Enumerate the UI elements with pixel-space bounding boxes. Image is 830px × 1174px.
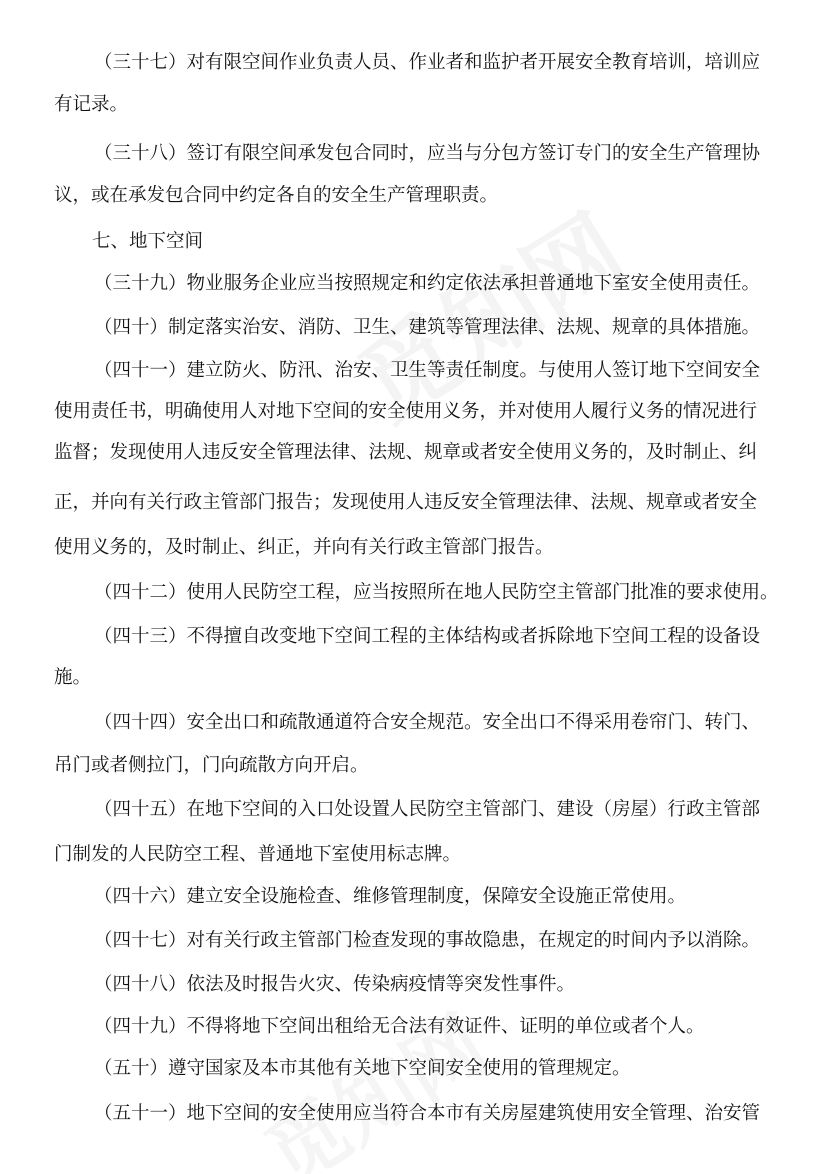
paragraph-line: （四十七）对有关行政主管部门检查发现的事故隐患，在规定的时间内予以消除。 <box>94 930 761 951</box>
paragraph-line: （四十）制定落实治安、消防、卫生、建筑等管理法律、法规、规章的具体措施。 <box>94 317 761 338</box>
paragraph-line: 有记录。 <box>54 94 129 115</box>
paragraph-line: （四十二）使用人民防空工程，应当按照所在地人民防空主管部门批准的要求使用。 <box>94 582 779 603</box>
section-heading: 七、地下空间 <box>92 231 204 252</box>
paragraph-line: （四十四）安全出口和疏散通道符合安全规范。安全出口不得采用卷帘门、转门、 <box>94 712 761 733</box>
paragraph-line: 门制发的人民防空工程、普通地下室使用标志牌。 <box>54 844 462 865</box>
paragraph-line: （五十）遵守国家及本市其他有关地下空间安全使用的管理规定。 <box>94 1058 631 1079</box>
paragraph-line: 使用责任书，明确使用人对地下空间的安全使用义务，并对使用人履行义务的情况进行 <box>54 401 758 422</box>
paragraph-line: 监督；发现使用人违反安全管理法律、法规、规章或者安全使用义务的，及时制止、纠 <box>54 442 758 463</box>
paragraph-line: （四十三）不得擅自改变地下空间工程的主体结构或者拆除地下空间工程的设备设 <box>94 626 761 647</box>
paragraph-line: （四十五）在地下空间的入口处设置人民防空主管部门、建设（房屋）行政主管部 <box>94 799 761 820</box>
paragraph-line: （四十九）不得将地下空间出租给无合法有效证件、证明的单位或者个人。 <box>94 1016 705 1037</box>
paragraph-line: （四十六）建立安全设施检查、维修管理制度，保障安全设施正常使用。 <box>94 886 687 907</box>
paragraph-line: 施。 <box>54 667 92 688</box>
paragraph-line: （四十八）依法及时报告火灾、传染病疫情等突发性事件。 <box>94 974 576 995</box>
paragraph-line: （五十一）地下空间的安全使用应当符合本市有关房屋建筑使用安全管理、治安管 <box>94 1103 761 1124</box>
paragraph-line: （三十九）物业服务企业应当按照规定和约定依法承担普通地下室安全使用责任。 <box>94 273 761 294</box>
paragraph-line: 正，并向有关行政主管部门报告；发现使用人违反安全管理法律、法规、规章或者安全 <box>54 492 758 513</box>
paragraph-line: 使用义务的，及时制止、纠正，并向有关行政主管部门报告。 <box>54 537 554 558</box>
paragraph-line: 议，或在承发包合同中约定各自的安全生产管理职责。 <box>54 185 499 206</box>
paragraph-line: （三十八）签订有限空间承发包合同时，应当与分包方签订专门的安全生产管理协 <box>94 143 761 164</box>
paragraph-line: （四十一）建立防火、防汛、治安、卫生等责任制度。与使用人签订地下空间安全 <box>94 360 761 381</box>
paragraph-line: 吊门或者侧拉门，门向疏散方向开启。 <box>54 755 369 776</box>
paragraph-line: （三十七）对有限空间作业负责人员、作业者和监护者开展安全教育培训，培训应 <box>94 52 761 73</box>
